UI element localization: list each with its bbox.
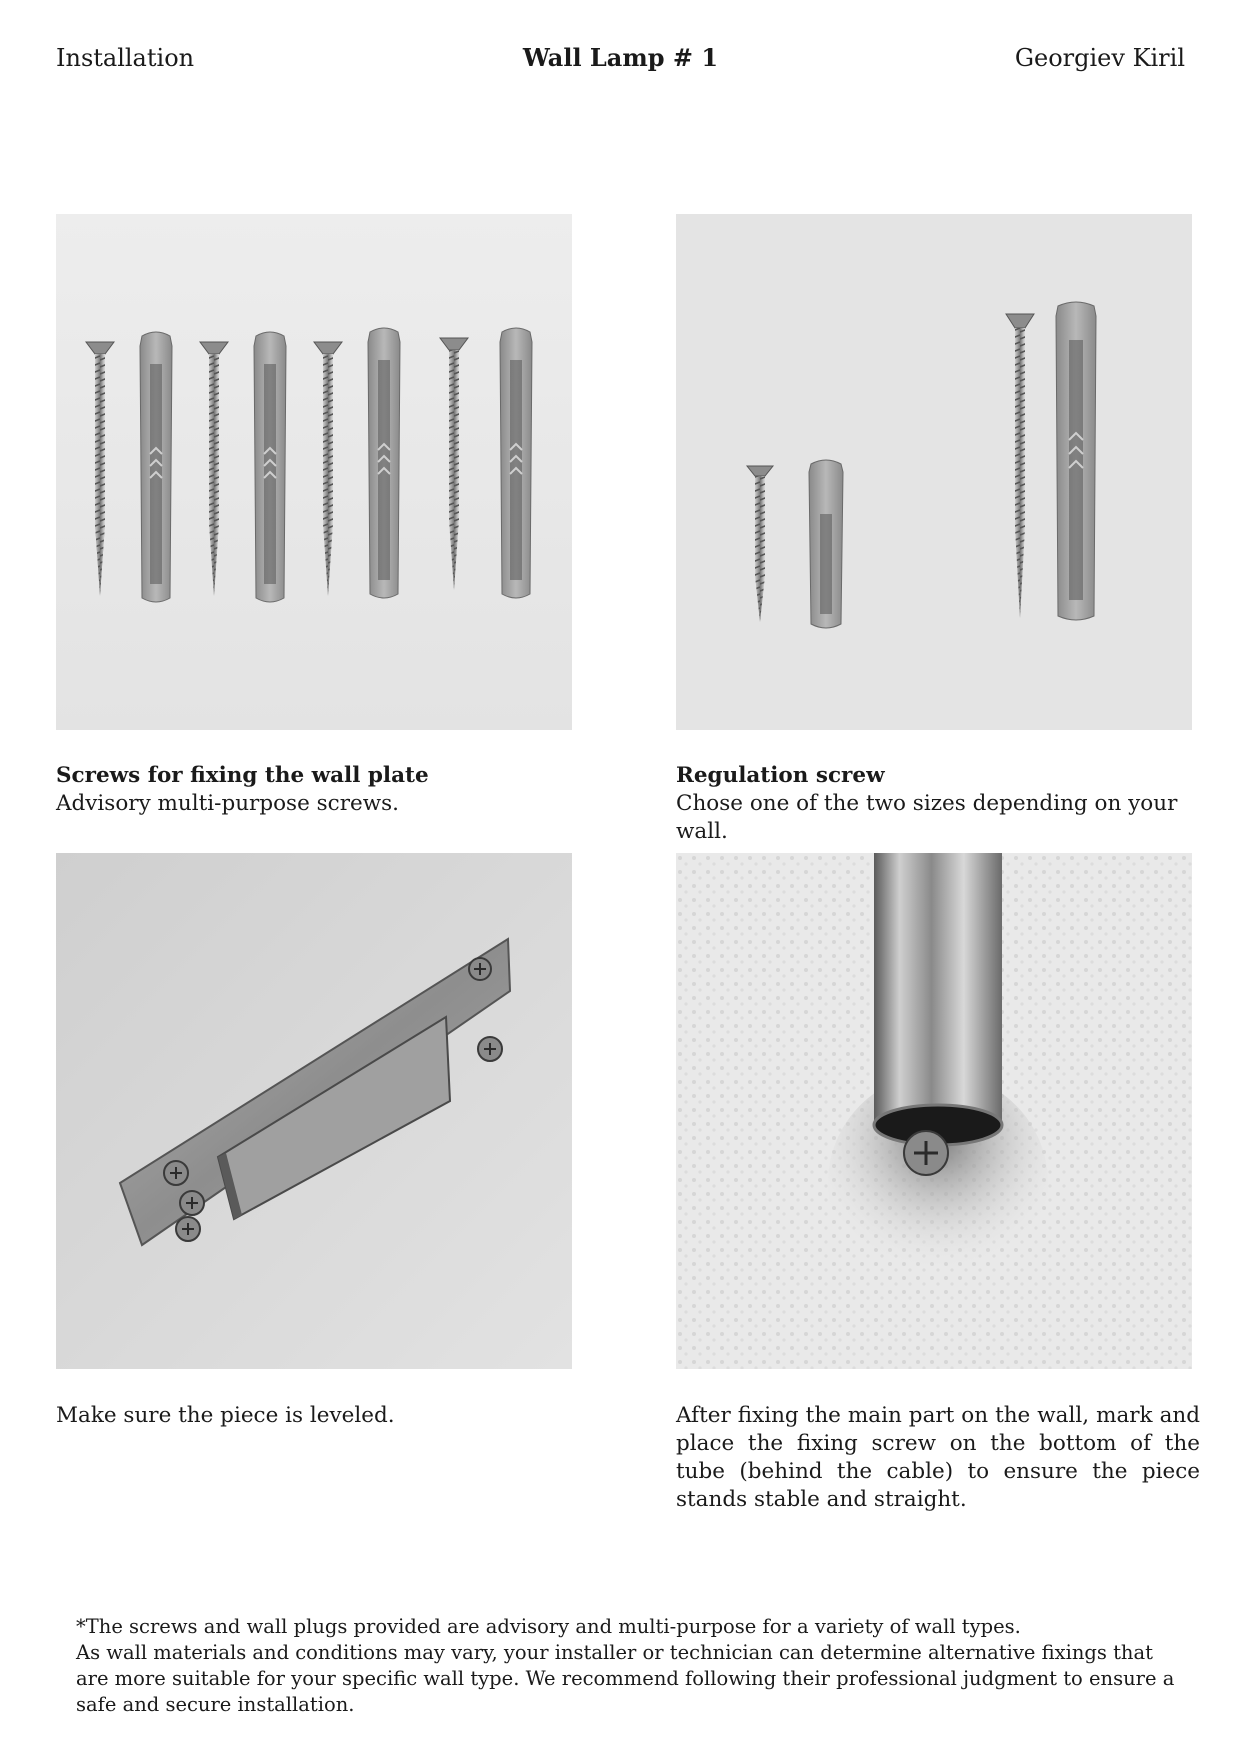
caption-fixing-screw-instructions: [676, 1402, 1200, 1514]
document-title: Wall Lamp # 1: [522, 43, 719, 72]
caption-title: Regulation screw: [676, 763, 885, 788]
caption-title: Screws for fixing the wall plate: [56, 763, 429, 788]
caption-text: Advisory multi-purpose screws.: [56, 791, 399, 816]
caption-text: Make sure the piece is leveled.: [56, 1403, 395, 1428]
author-name: Georgiev Kiril: [1014, 44, 1185, 72]
caption-leveled: [56, 1402, 586, 1430]
footnote: [76, 1614, 1186, 1718]
caption-screws-wall-plate: [56, 762, 586, 818]
footnote-line-1: *The screws and wall plugs provided are advisory and multi-purpose for a variety of wall types.: [76, 1615, 1021, 1638]
footnote-line-2: As wall materials and conditions may vary, your installer or technician can determine alternative fixings that are more suitable for your specific wall type. We recommend following their professional judgment to ensure a safe and secure installation.: [76, 1641, 1175, 1716]
caption-text: Chose one of the two sizes depending on your wall.: [676, 791, 1178, 844]
photo-mounted-wall-plate: [56, 853, 572, 1369]
photo-regulation-screws: [676, 214, 1192, 730]
photo-screws-and-wall-plugs: [56, 214, 572, 730]
photo-tube-regulation-screw: [676, 853, 1192, 1369]
header-section-label: Installation: [56, 44, 195, 72]
caption-regulation-screw: [676, 762, 1206, 846]
caption-text: After fixing the main part on the wall, mark and place the fixing screw on the bottom of the tube (behind the cable) to ensure the piece stands stable and straight.: [676, 1403, 1200, 1512]
